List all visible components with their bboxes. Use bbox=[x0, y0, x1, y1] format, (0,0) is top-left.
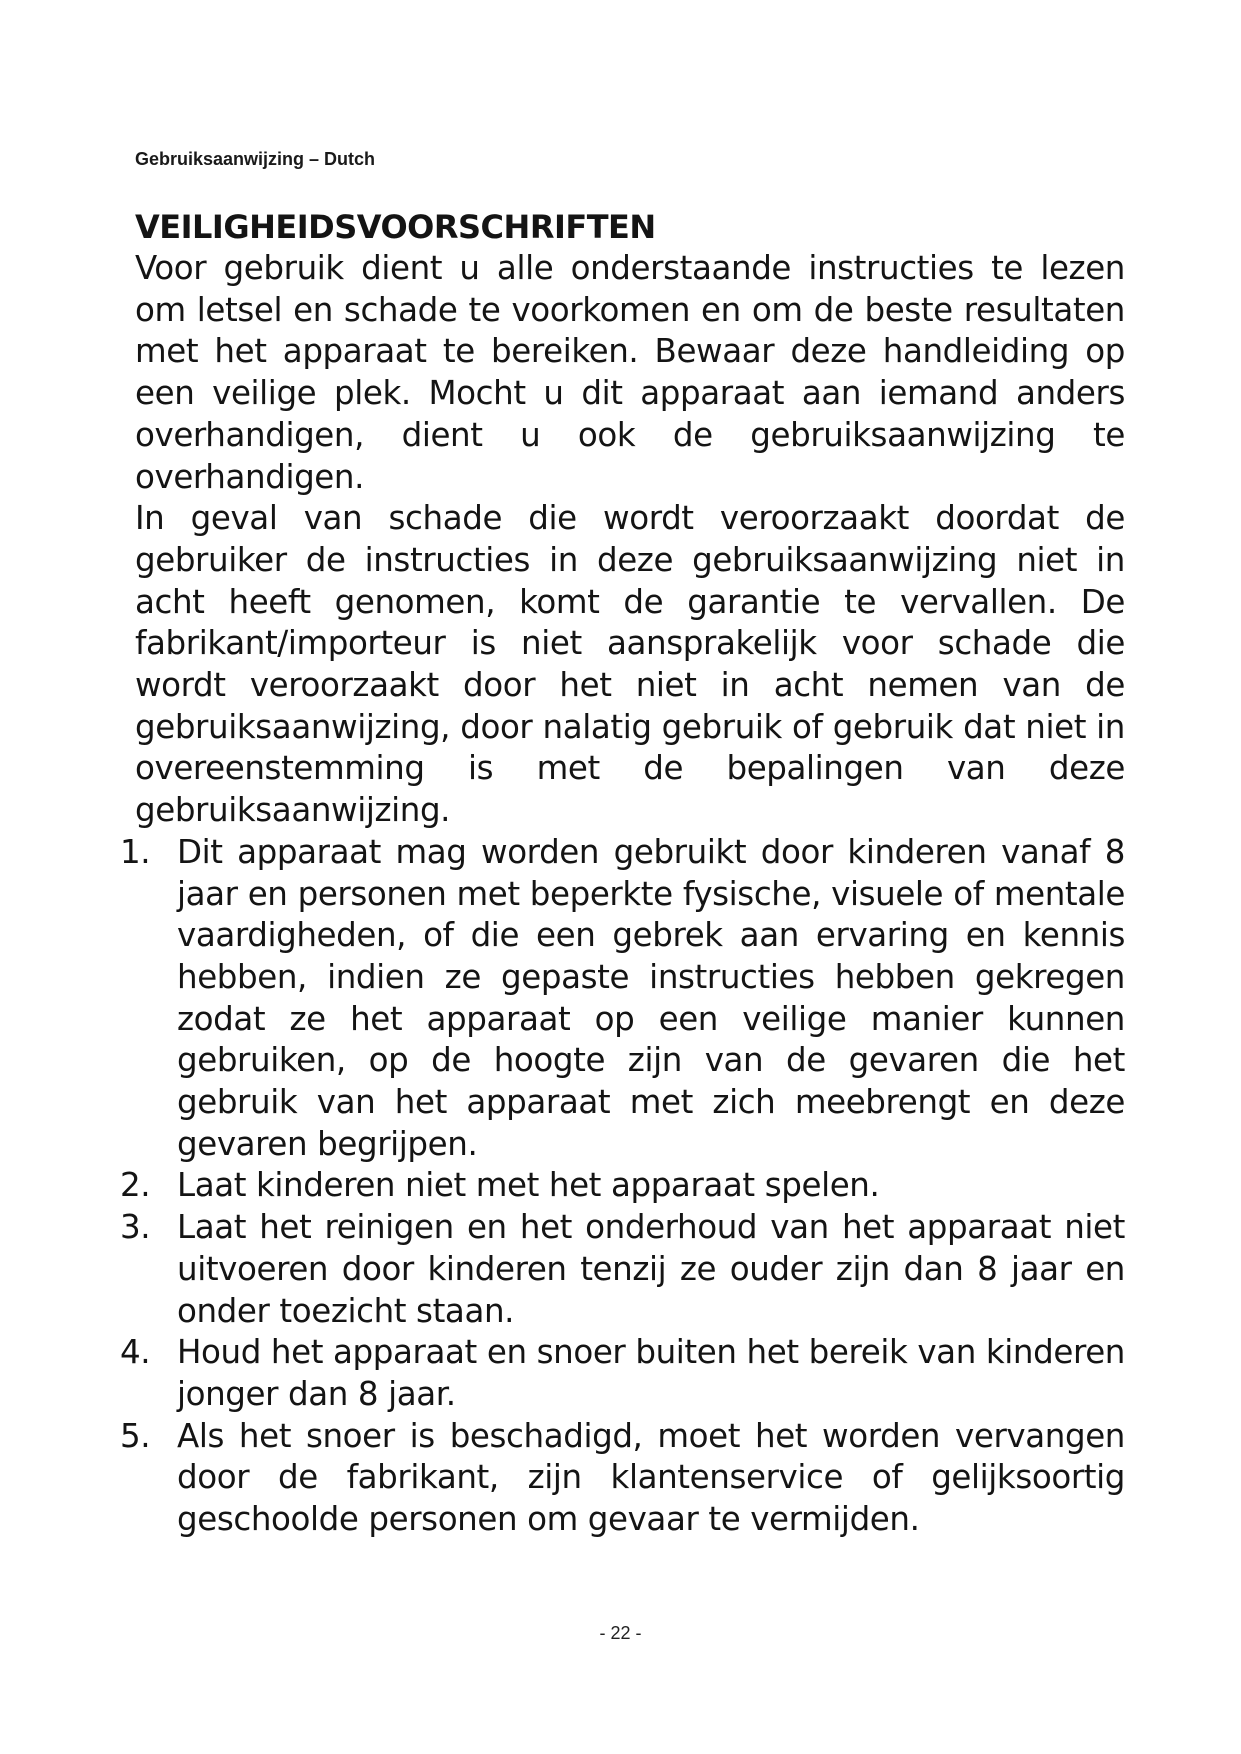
running-header: Gebruiksaanwijzing – Dutch bbox=[135, 149, 376, 169]
list-item-text: Laat kinderen niet met het apparaat spelen. bbox=[177, 1166, 880, 1205]
list-item-text: Als het snoer is beschadigd, moet het worden vervangen door de fabrikant, zijn klantenservice of gelijksoortig geschoolde personen om gevaar te vermijden. bbox=[177, 1416, 1125, 1539]
section-title: VEILIGHEIDSVOORSCHRIFTEN bbox=[135, 208, 656, 246]
list-item-number: 5. bbox=[120, 1416, 151, 1455]
list-item-text: Dit apparaat mag worden gebruikt door kinderen vanaf 8 jaar en personen met beperkte fysische, visuele of mentale vaardigheden, of die een gebrek aan ervaring en kennis hebben, indien ze gepaste instructies hebben gekregen zodat ze het apparaat op een veilige manier kunnen gebruiken, op de hoogte zijn van de gevaren die het gebruik van het apparaat met zich meebrengt en deze gevaren begrijpen. bbox=[177, 832, 1125, 1163]
list-item bbox=[120, 1165, 1125, 1207]
list-item-number: 4. bbox=[120, 1333, 151, 1372]
list-item bbox=[120, 832, 1125, 1166]
page-number: - 22 - bbox=[599, 1623, 642, 1643]
list-item bbox=[120, 1416, 1125, 1541]
safety-list bbox=[120, 832, 1125, 1541]
warranty-paragraph: In geval van schade die wordt veroorzaakt doordat de gebruiker de instructies in deze gebruiksaanwijzing niet in acht heeft genomen, komt de garantie te vervallen. De fabrikant/importeur is niet aansprakelijk voor schade die wordt veroorzaakt door het niet in acht nemen van de gebruiksaanwijzing, door nalatig gebruik of gebruik dat niet in overeenstemming is met de bepalingen van deze gebruiksaanwijzing. bbox=[135, 499, 1125, 830]
safety-section bbox=[120, 206, 1125, 1541]
list-item bbox=[120, 1207, 1125, 1332]
list-item-number: 3. bbox=[120, 1208, 151, 1247]
intro-paragraph: Voor gebruik dient u alle onderstaande instructies te lezen om letsel en schade te voorkomen en om de beste resultaten met het apparaat te bereiken. Bewaar deze handleiding op een veilige plek. Mocht u dit apparaat aan iemand anders overhandigen, dient u ook de gebruiksaanwijzing te overhandigen. bbox=[135, 249, 1125, 496]
list-item-number: 1. bbox=[120, 832, 151, 871]
list-item-number: 2. bbox=[120, 1166, 151, 1205]
list-item bbox=[120, 1332, 1125, 1415]
list-item-text: Houd het apparaat en snoer buiten het bereik van kinderen jonger dan 8 jaar. bbox=[177, 1333, 1125, 1413]
list-item-text: Laat het reinigen en het onderhoud van het apparaat niet uitvoeren door kinderen tenzij ze ouder zijn dan 8 jaar en onder toezicht staan. bbox=[177, 1208, 1125, 1330]
